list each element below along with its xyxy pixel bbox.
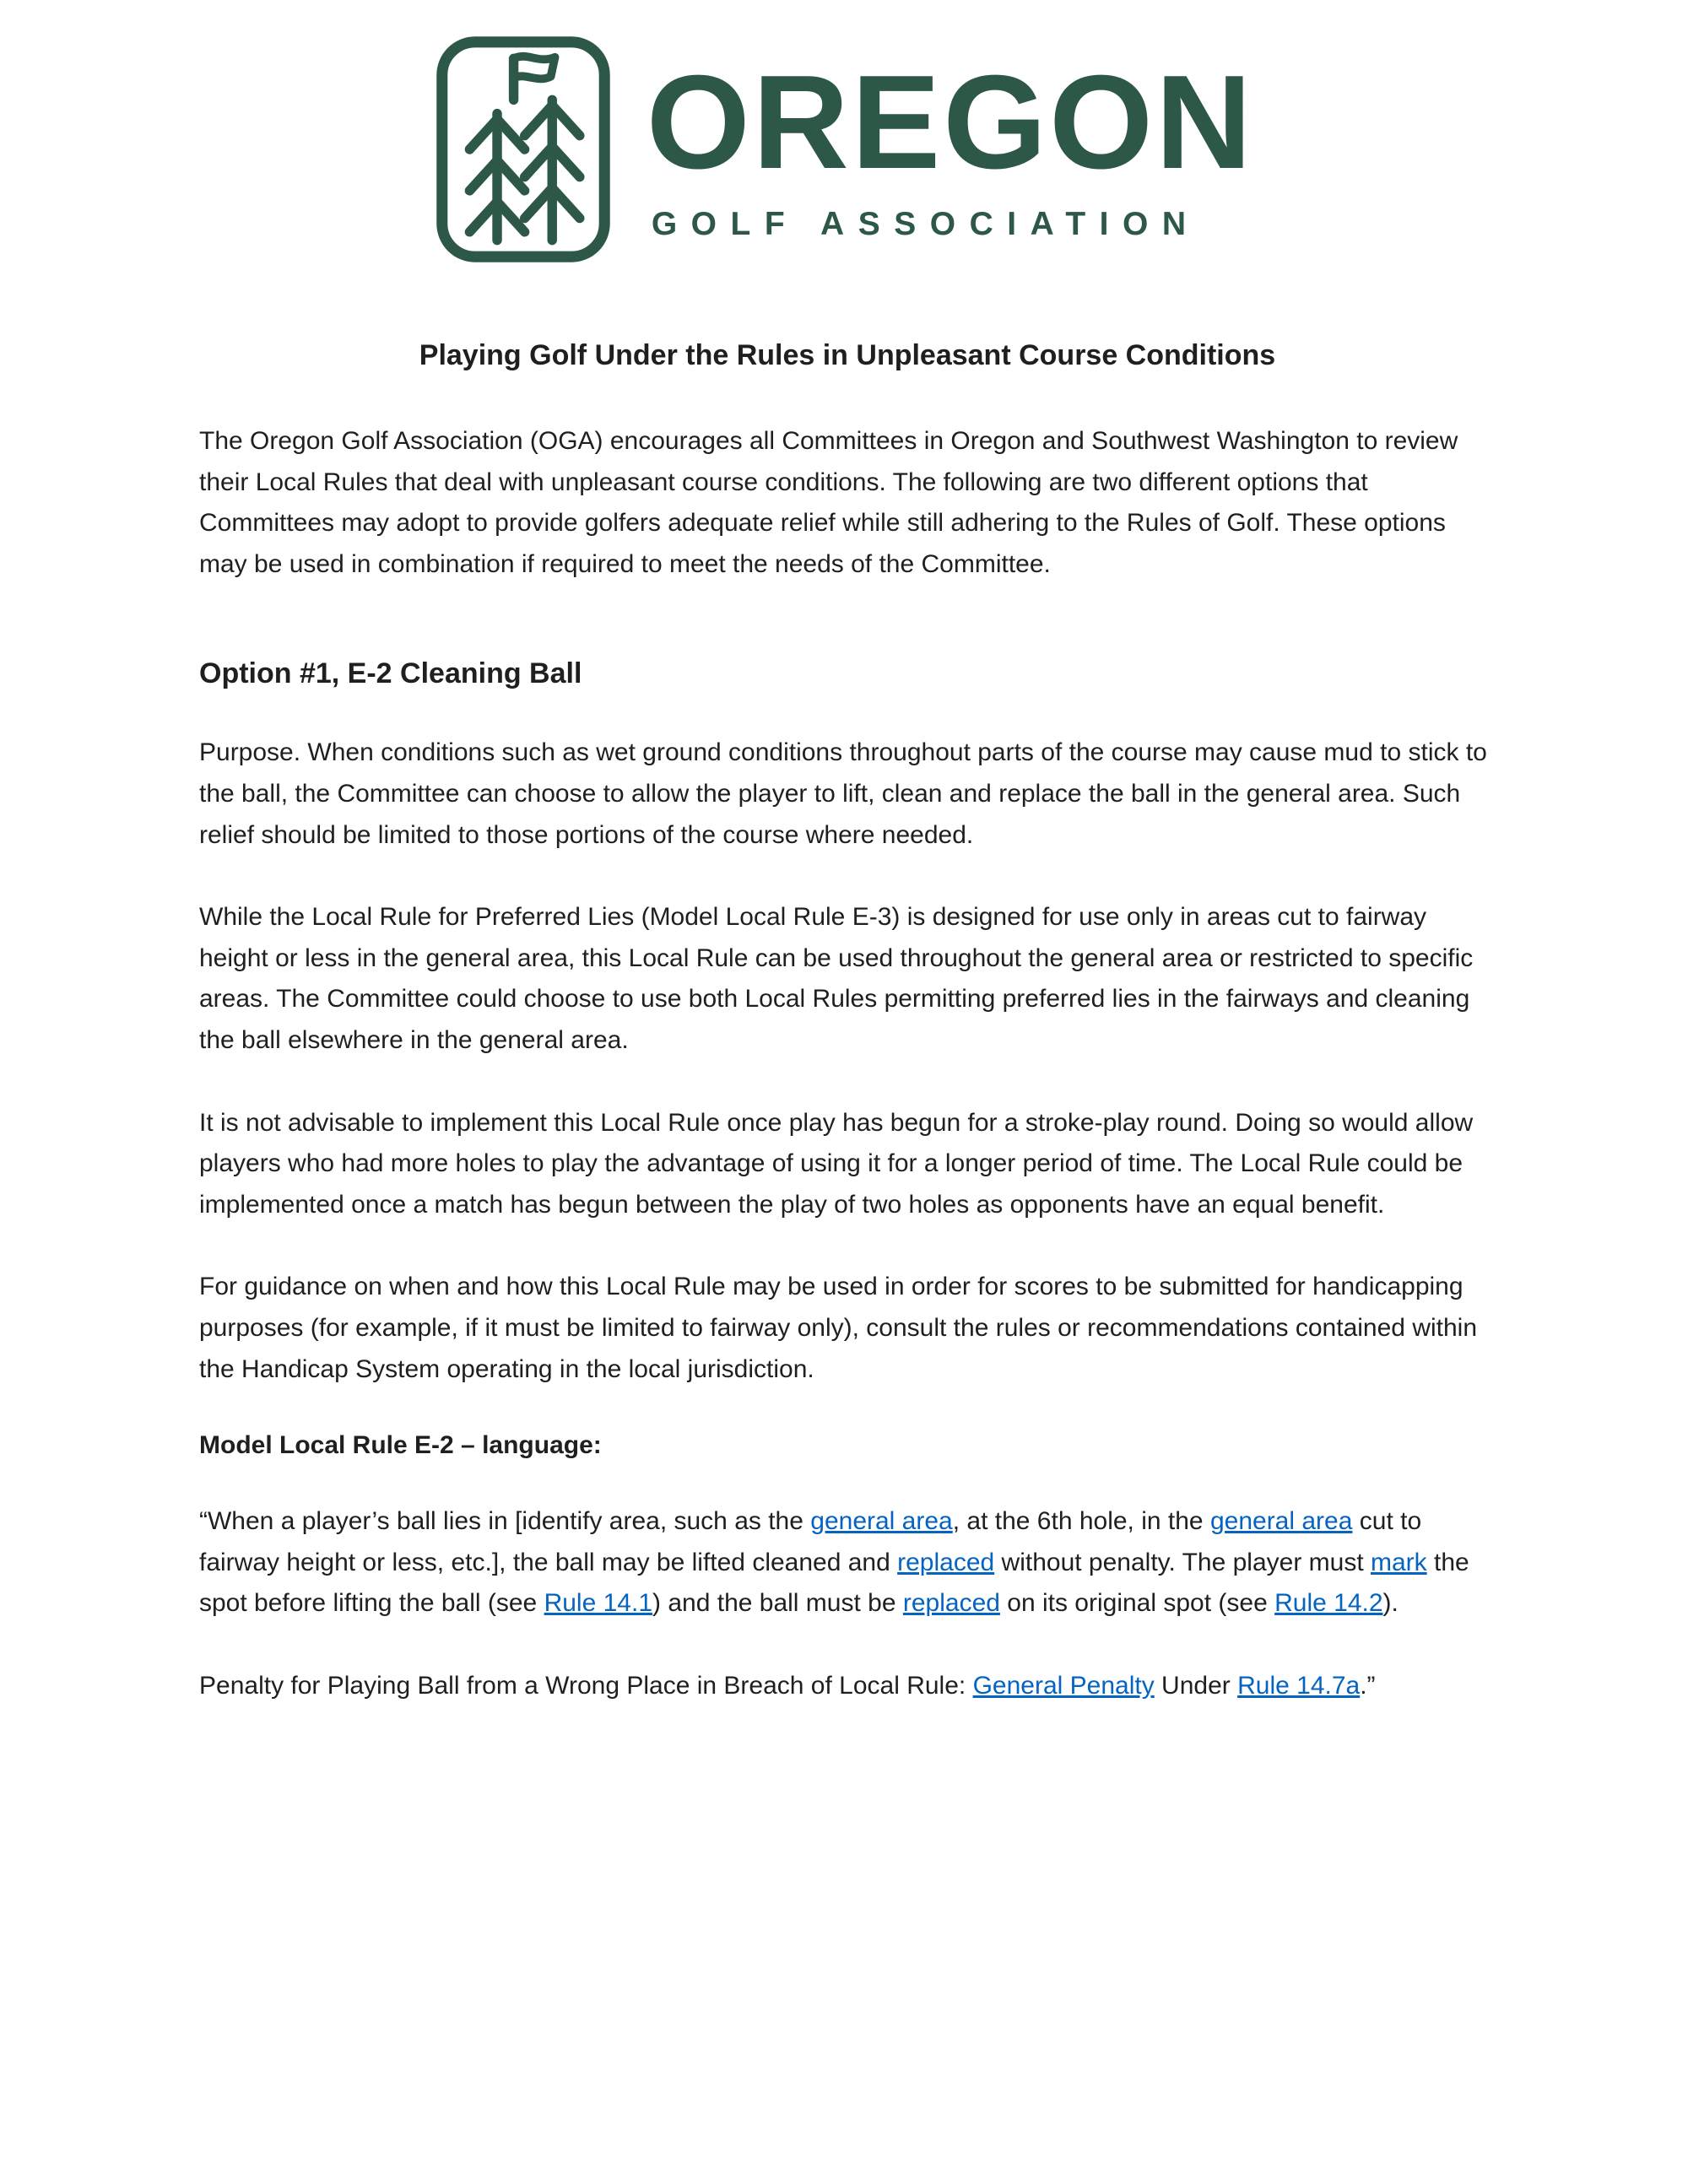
text-run: Under xyxy=(1154,1671,1238,1700)
text-run: .” xyxy=(1360,1671,1376,1700)
text-run: ). xyxy=(1382,1589,1399,1618)
text-run: cut to fairway height or less, etc.], the ball may be lifted cleaned and xyxy=(199,1507,1422,1576)
section-heading-option1: Option #1, E-2 Cleaning Ball xyxy=(199,657,582,690)
hyperlink-replaced[interactable]: replaced xyxy=(902,1589,1000,1618)
penalty-paragraph xyxy=(199,1666,1496,1707)
hyperlink-mark[interactable]: mark xyxy=(1370,1548,1427,1576)
stroke-play-paragraph: It is not advisable to implement this Local Rule once play has begun for a stroke-play round. Doing so would allow players who had more holes to play the advantage of using it for a longer period of time. The Local Rule could be implemented once a match has begun between the play of two holes as opponents have an equal benefit. xyxy=(199,1108,1474,1219)
logo-wordmark: OREGON xyxy=(646,48,1255,197)
logo-subtitle: GOLF ASSOCIATION xyxy=(651,206,1200,242)
hyperlink-rule-14-7a[interactable]: Rule 14.7a xyxy=(1237,1671,1361,1700)
hyperlink-replaced[interactable]: replaced xyxy=(897,1548,995,1576)
text-run: ) and the ball must be xyxy=(652,1589,903,1618)
hyperlink-rule-14-1[interactable]: Rule 14.1 xyxy=(544,1589,653,1618)
hyperlink-rule-14-2[interactable]: Rule 14.2 xyxy=(1274,1589,1383,1618)
oga-logo xyxy=(199,34,1489,265)
pine-trees-flag-icon xyxy=(434,34,613,265)
text-run: Penalty for Playing Ball from a Wrong Place in Breach of Local Rule: xyxy=(199,1671,973,1700)
purpose-paragraph: Purpose. When conditions such as wet ground conditions throughout parts of the course may cause mud to stick to the ball, the Committee can choose to allow the player to lift, clean and replace the ball in the general area. Such relief should be limited to those portions of the course where needed. xyxy=(199,738,1487,849)
document-body xyxy=(199,421,1496,1706)
document-title: Playing Golf Under the Rules in Unpleasant Course Conditions xyxy=(419,339,1276,371)
text-run: without penalty. The player must xyxy=(994,1548,1371,1576)
text-run: , at the 6th hole, in the xyxy=(952,1507,1210,1536)
hyperlink-general-area[interactable]: general area xyxy=(1209,1507,1353,1536)
text-run: the spot before lifting the ball (see xyxy=(199,1548,1469,1618)
handicapping-paragraph: For guidance on when and how this Local Rule may be used in order for scores to be submitted for handicapping purposes (for example, if it must be limited to fairway only), consult the rules or recommendations contained within the Handicap System operating in the local jurisdiction. xyxy=(199,1273,1478,1383)
model-local-rule-paragraph xyxy=(199,1501,1496,1624)
text-run: “When a player’s ball lies in [identify area, such as the xyxy=(199,1507,811,1536)
model-local-rule-heading: Model Local Rule E-2 – language: xyxy=(199,1431,602,1460)
hyperlink-general-area[interactable]: general area xyxy=(810,1507,953,1536)
preferred-lies-paragraph: While the Local Rule for Preferred Lies (Model Local Rule E-3) is designed for use only in areas cut to fairway height or less in the general area, this Local Rule can be used throughout the general area or restricted to specific areas. The Committee could choose to use both Local Rules permitting preferred lies in the fairways and cleaning the ball elsewhere in the general area. xyxy=(199,903,1474,1054)
logo-text xyxy=(646,48,1255,243)
text-run: on its original spot (see xyxy=(999,1589,1275,1618)
intro-paragraph: The Oregon Golf Association (OGA) encourages all Committees in Oregon and Southwest Washington to review their Local Rules that deal with unpleasant course conditions. The following are two different options that Committees may adopt to provide golfers adequate relief while still adhering to the Rules of Golf. These options may be used in combination if required to meet the needs of the Committee. xyxy=(199,427,1458,578)
hyperlink-general-penalty[interactable]: General Penalty xyxy=(972,1671,1155,1700)
